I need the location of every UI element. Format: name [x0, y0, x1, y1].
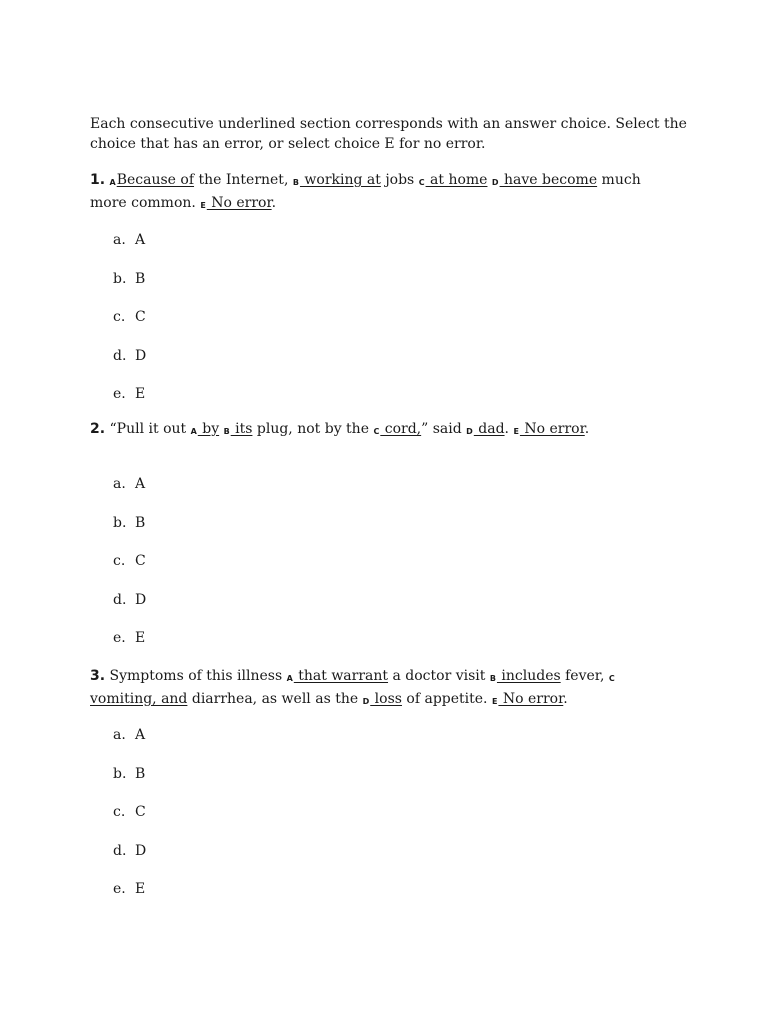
- answer-choice[interactable]: [113, 269, 146, 308]
- text-segment: .: [504, 421, 514, 437]
- question-number: 3.: [90, 668, 106, 684]
- answer-choice[interactable]: [113, 841, 146, 880]
- choice-text: B: [135, 765, 146, 782]
- text-segment: .: [584, 421, 590, 437]
- choice-letter: a.: [113, 476, 126, 492]
- text-segment: “Pull it out: [105, 421, 191, 437]
- choice-text: D: [135, 591, 147, 608]
- choice-marker: C: [608, 674, 615, 683]
- answer-choice[interactable]: [113, 346, 146, 385]
- answer-choice[interactable]: [113, 307, 146, 346]
- text-segment: diarrhea, as well as the: [187, 691, 363, 707]
- choice-marker: C: [373, 427, 380, 436]
- choice-marker: E: [491, 697, 498, 706]
- answer-choice[interactable]: [113, 230, 146, 269]
- choice-letter: c.: [113, 553, 126, 569]
- instructions-block: [90, 114, 690, 154]
- choice-letter: d.: [113, 842, 127, 859]
- choice-letter: e.: [113, 386, 126, 402]
- choice-text: C: [135, 309, 146, 325]
- underlined-segment: includes: [496, 668, 561, 684]
- choice-marker: E: [513, 427, 519, 436]
- answer-choices-3: [113, 725, 146, 918]
- underlined-segment: at home: [425, 172, 488, 188]
- choice-text: C: [135, 553, 146, 569]
- choice-letter: a.: [113, 727, 126, 743]
- choice-text: B: [135, 514, 146, 531]
- text-segment: [105, 172, 109, 188]
- answer-choice[interactable]: [113, 725, 146, 764]
- underlined-segment: No error: [498, 691, 564, 707]
- choice-marker: C: [418, 178, 425, 187]
- choice-text: B: [135, 270, 146, 287]
- underlined-segment: dad: [473, 421, 505, 437]
- underlined-segment: loss: [370, 691, 402, 707]
- answer-choice[interactable]: [113, 590, 146, 629]
- question-text: [105, 421, 589, 437]
- choice-text: D: [135, 347, 147, 364]
- choice-text: A: [135, 232, 146, 248]
- choice-marker: D: [466, 427, 473, 436]
- text-segment: fever,: [560, 668, 609, 684]
- question-2: [90, 419, 650, 442]
- choice-marker: A: [286, 674, 293, 683]
- choice-marker: B: [292, 178, 299, 187]
- answer-choices-1: [113, 230, 146, 423]
- choice-letter: e.: [113, 881, 126, 897]
- underlined-segment: working at: [299, 172, 381, 188]
- choice-marker: A: [109, 178, 116, 187]
- answer-choice[interactable]: [113, 551, 146, 590]
- choice-letter: b.: [113, 765, 127, 782]
- question-number: 1.: [90, 172, 106, 188]
- choice-letter: d.: [113, 591, 127, 608]
- question-number: 2.: [90, 421, 106, 437]
- answer-choice[interactable]: [113, 628, 146, 667]
- instructions-text: Each consecutive underlined section corresponds with an answer choice. Select the choice that has an error, or select choice E for no error.: [90, 116, 687, 152]
- underlined-segment: its: [230, 421, 253, 437]
- underlined-segment: No error: [519, 421, 585, 437]
- choice-marker: D: [362, 697, 370, 706]
- underlined-segment: have become: [499, 172, 598, 188]
- underlined-segment: cord,: [380, 421, 422, 437]
- choice-letter: a.: [113, 232, 126, 248]
- choice-letter: e.: [113, 630, 126, 646]
- choice-letter: d.: [113, 347, 127, 364]
- text-segment: plug, not by the: [252, 421, 374, 437]
- underlined-segment: that warrant: [293, 668, 389, 684]
- answer-choice[interactable]: [113, 474, 146, 513]
- question-text: [90, 668, 616, 707]
- text-segment: Symptoms of this illness: [105, 668, 287, 684]
- underlined-segment: vomiting, and: [90, 691, 188, 707]
- text-segment: .: [563, 691, 568, 707]
- text-segment: [219, 421, 223, 437]
- text-segment: .: [271, 195, 277, 211]
- text-segment: the Internet,: [194, 172, 293, 188]
- question-1: [90, 170, 650, 216]
- choice-marker: B: [489, 674, 496, 683]
- choice-text: C: [135, 804, 146, 820]
- choice-text: E: [135, 630, 146, 646]
- choice-marker: B: [223, 427, 230, 436]
- choice-letter: b.: [113, 514, 127, 531]
- choice-text: E: [135, 881, 146, 897]
- answer-choice[interactable]: [113, 764, 146, 803]
- text-segment: much more common.: [90, 172, 641, 211]
- answer-choices-2: [113, 474, 146, 667]
- underlined-segment: by: [197, 421, 220, 437]
- answer-choice[interactable]: [113, 384, 146, 423]
- choice-text: A: [135, 476, 146, 492]
- text-segment: ” said: [421, 421, 467, 437]
- answer-choice[interactable]: [113, 513, 146, 552]
- text-segment: a doctor visit: [388, 668, 490, 684]
- choice-marker: D: [491, 178, 499, 187]
- answer-choice[interactable]: [113, 802, 146, 841]
- choice-text: A: [135, 727, 146, 743]
- choice-marker: A: [190, 427, 197, 436]
- text-segment: jobs: [380, 172, 419, 188]
- underlined-segment: Because of: [116, 172, 195, 188]
- question-3: [90, 666, 630, 712]
- text-segment: of appetite.: [401, 691, 492, 707]
- choice-marker: E: [200, 201, 206, 210]
- choice-text: E: [135, 386, 146, 402]
- choice-letter: b.: [113, 270, 127, 287]
- question-text: [90, 172, 641, 211]
- choice-letter: c.: [113, 804, 126, 820]
- choice-text: D: [135, 842, 147, 859]
- underlined-segment: No error: [206, 195, 272, 211]
- answer-choice[interactable]: [113, 879, 146, 918]
- choice-letter: c.: [113, 309, 126, 325]
